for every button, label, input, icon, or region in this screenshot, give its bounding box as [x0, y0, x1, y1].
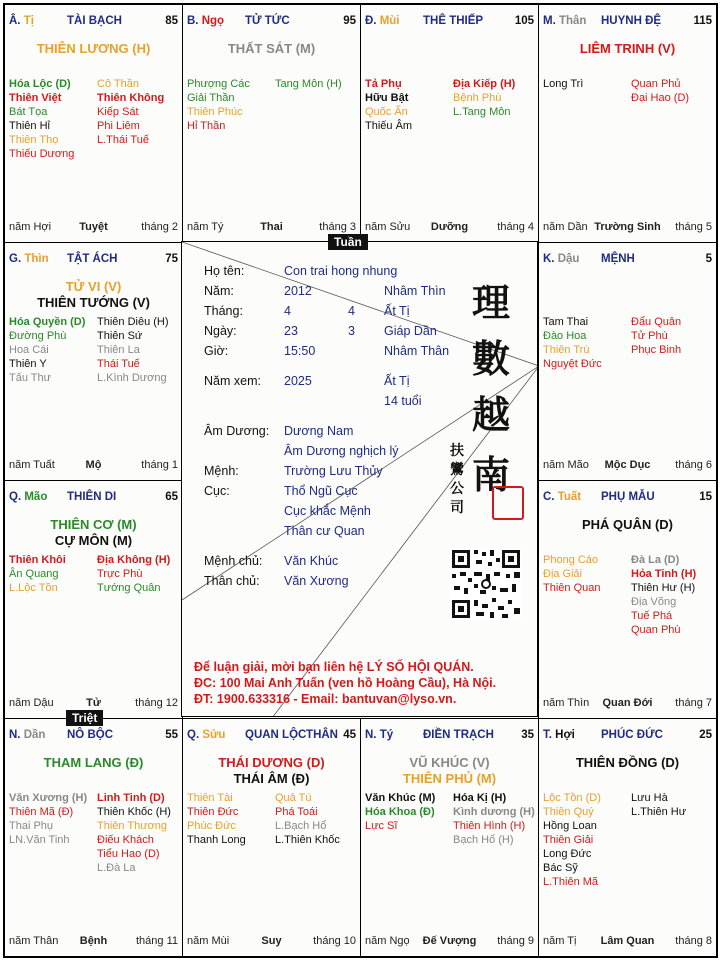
minor-star: Thái Tuế	[97, 358, 140, 370]
minor-star: L.Đà La	[97, 862, 136, 874]
palace-month: tháng 2	[141, 221, 178, 233]
palace-year: năm Dần	[543, 221, 588, 233]
palace-header	[9, 15, 178, 29]
palace-cell-mao[interactable]	[4, 480, 183, 719]
minor-star: Thiên Việt	[9, 92, 62, 104]
palace-month: tháng 12	[135, 697, 178, 709]
cuc-relation: Cục khắc Mệnh	[284, 504, 371, 518]
main-star: LIÊM TRINH (V)	[579, 41, 676, 56]
palace-name: TẬT ÁCH	[67, 253, 118, 265]
minor-star: Tả Phụ	[365, 78, 402, 90]
palace-month: tháng 8	[675, 935, 712, 947]
minor-star: Tang Môn (H)	[275, 78, 342, 90]
palace-year: năm Mùi	[187, 935, 230, 947]
minor-star: Hóa Quyền (D)	[9, 316, 86, 328]
life-stage: Mộ	[85, 459, 102, 471]
minor-star: L.Bạch Hổ	[275, 820, 327, 832]
palace-name: ĐIỀN TRẠCH	[423, 729, 494, 741]
minor-star: Địa Giải	[543, 568, 583, 580]
yinyang-label: Âm Dương:	[204, 424, 270, 438]
palace-footer	[9, 221, 178, 234]
palace-year: năm Thân	[9, 935, 59, 947]
minor-star: L.Lộc Tồn	[9, 582, 58, 594]
minor-star: Đại Hao (D)	[631, 92, 690, 104]
main-star: THIÊN CƠ (M)	[50, 517, 137, 532]
palace-name: PHỤ MẪU	[601, 491, 655, 503]
main-star: THÁI ÂM (Đ)	[233, 771, 310, 786]
day-lunar: 3	[348, 324, 355, 338]
minor-star: Thiên Y	[9, 358, 47, 370]
palace-canchi: K. Dậu	[543, 253, 580, 265]
calligraphy-char-3: 越	[472, 392, 511, 437]
palace-month: tháng 5	[675, 221, 712, 233]
destiny-lord-value: Văn Khúc	[284, 554, 339, 568]
minor-star: Địa Võng	[631, 596, 677, 608]
palace-cell-ngo[interactable]	[182, 4, 361, 243]
palace-header	[9, 729, 178, 743]
minor-star: Hồng Loan	[543, 820, 597, 832]
minor-star: Thiếu Âm	[365, 120, 413, 132]
palace-footer	[9, 935, 178, 948]
minor-star: Tử Phù	[631, 330, 668, 342]
star-column-right	[631, 77, 689, 105]
palace-cell-thin[interactable]	[4, 242, 183, 481]
minor-star: Tướng Quân	[97, 582, 161, 594]
palace-cell-tuat[interactable]	[538, 480, 717, 719]
calligraphy-side: 扶鸞公司	[450, 443, 464, 516]
hour-canchi: Nhâm Thân	[384, 344, 450, 358]
main-star: THIÊN LƯƠNG (H)	[36, 41, 151, 56]
palace-name: MỆNH	[601, 253, 635, 265]
day-value: 23	[284, 324, 298, 338]
life-stage: Dưỡng	[430, 221, 469, 233]
palace-number: 105	[514, 15, 534, 27]
palace-name: PHÚC ĐỨC	[601, 729, 663, 741]
star-column-left	[543, 315, 602, 371]
minor-star: Phong Cáo	[543, 554, 599, 566]
year-value: 2012	[284, 284, 312, 298]
palace-number: 55	[165, 729, 178, 741]
minor-star: Đẩu Quân	[631, 316, 682, 328]
main-star: TỬ VI (V)	[65, 279, 122, 294]
palace-number: 25	[699, 729, 712, 741]
year-canchi: Nhâm Thìn	[384, 284, 446, 298]
day-label: Ngày:	[204, 324, 237, 338]
palace-number: 15	[699, 491, 712, 503]
minor-star: Văn Khúc (M)	[365, 792, 436, 804]
palace-number: 85	[165, 15, 178, 27]
minor-star: Lực Sĩ	[365, 820, 398, 832]
star-column-left	[9, 315, 85, 385]
minor-star: Long Trì	[543, 78, 584, 90]
destiny-lord-label: Mệnh chủ:	[204, 554, 263, 568]
minor-star: Thiên Thương	[97, 820, 168, 832]
palace-month: tháng 10	[313, 935, 356, 947]
minor-star: L.Thiên Mã	[543, 876, 599, 888]
minor-star: Thiên Sứ	[97, 330, 143, 342]
star-column-right	[97, 553, 170, 595]
palace-header	[9, 253, 178, 267]
life-stage: Lâm Quan	[600, 935, 655, 947]
main-star: PHÁ QUÂN (D)	[582, 517, 673, 532]
month-canchi: Ất Tị	[384, 304, 410, 318]
star-column-right	[453, 791, 535, 847]
star-column-left	[9, 553, 66, 595]
minor-star: L.Tang Môn	[453, 106, 511, 118]
minor-star: Thiên Trù	[543, 344, 590, 356]
star-column-right	[453, 77, 515, 119]
palace-header	[187, 729, 356, 743]
palace-canchi: M. Thân	[543, 15, 587, 27]
life-stage: Đế Vượng	[422, 935, 477, 947]
palace-year: năm Sửu	[365, 221, 411, 233]
calligraphy-char-4: 南	[472, 452, 511, 497]
minor-star: Kình dương (H)	[453, 806, 535, 818]
minor-star: Hữu Bật	[365, 92, 409, 104]
palace-cell-than[interactable]	[538, 4, 717, 243]
palace-footer	[187, 935, 356, 948]
age-value: 14 tuổi	[384, 394, 422, 408]
palace-name: TÀI BẠCH	[67, 15, 122, 27]
minor-star: Hỏa Tinh (H)	[631, 568, 697, 580]
palace-year: năm Hợi	[9, 221, 52, 233]
minor-star: Tam Thai	[543, 316, 589, 328]
star-column-right	[275, 77, 342, 91]
palace-name: TỬ TỨC	[245, 15, 290, 27]
minor-star: Thiên Hỉ	[9, 120, 50, 132]
main-star: VŨ KHÚC (V)	[409, 755, 490, 770]
minor-star: Hỉ Thần	[187, 120, 226, 132]
minor-star: Quốc Ấn	[365, 106, 408, 118]
palace-cell-suu[interactable]	[182, 718, 361, 957]
palace-canchi: Q. Sửu	[187, 729, 226, 741]
minor-star: Linh Tinh (D)	[97, 792, 165, 804]
life-stage: Trường Sinh	[594, 221, 661, 233]
main-star: THIÊN PHỦ (M)	[402, 771, 497, 786]
palace-number: 35	[521, 729, 534, 741]
palace-footer	[9, 459, 178, 472]
month-lunar: 4	[348, 304, 355, 318]
star-column-left	[9, 77, 74, 161]
minor-star: Phục Binh	[631, 344, 682, 356]
main-star: THIÊN ĐỒNG (D)	[575, 755, 680, 770]
minor-star: Bệnh Phù	[453, 92, 502, 104]
minor-star: Thiên Không	[97, 92, 165, 104]
palace-month: tháng 4	[497, 221, 534, 233]
star-column-left	[365, 77, 412, 133]
minor-star: Thiên Hình (H)	[453, 820, 526, 832]
life-stage: Tử	[86, 697, 101, 709]
minor-star: Quả Tú	[275, 792, 312, 804]
minor-star: Thiếu Dương	[9, 148, 75, 160]
minor-star: Tấu Thư	[9, 372, 52, 384]
name-label: Họ tên:	[204, 264, 245, 278]
palace-canchi: B. Ngọ	[187, 15, 225, 27]
palace-footer	[187, 221, 356, 234]
star-column-right	[631, 553, 696, 637]
minor-star: Lưu Hà	[631, 792, 668, 804]
minor-star: L.Thái Tuế	[97, 134, 149, 146]
palace-cell-hoi[interactable]	[538, 718, 717, 957]
palace-footer	[543, 935, 712, 948]
minor-star: Cô Thần	[97, 78, 139, 90]
palace-canchi: G. Thìn	[9, 253, 49, 265]
palace-footer	[365, 935, 534, 948]
palace-year: năm Ngọ	[365, 935, 410, 947]
palace-cell-ty[interactable]	[4, 4, 183, 243]
qr-code-icon[interactable]	[450, 548, 522, 620]
calligraphy-char-1: 理	[472, 280, 511, 325]
palace-footer	[365, 221, 534, 234]
minor-star: Địa Không (H)	[97, 554, 171, 566]
life-stage: Tuyệt	[79, 221, 108, 233]
palace-header	[543, 491, 712, 505]
minor-star: Địa Kiếp (H)	[453, 78, 516, 90]
minor-star: Bát Tọa	[9, 106, 48, 118]
palace-month: tháng 7	[675, 697, 712, 709]
minor-star: L.Thiên Khốc	[275, 834, 340, 846]
minor-star: Bạch Hổ (H)	[453, 834, 514, 846]
view-year-value: 2025	[284, 374, 312, 388]
yinyang-value: Dương Nam	[284, 424, 354, 438]
palace-year: năm Tý	[187, 221, 224, 233]
minor-star: Long Đức	[543, 848, 592, 860]
palace-month: tháng 3	[319, 221, 356, 233]
star-column-left	[543, 553, 600, 595]
than-position: Thân cư Quan	[284, 524, 365, 538]
minor-star: Tiểu Hao (D)	[97, 848, 160, 860]
contact-phone-email[interactable]: ĐT: 1900.633316 - Email: bantuvan@lyso.vn.	[194, 692, 457, 706]
star-column-right	[97, 791, 171, 875]
palace-name: THIÊN DI	[67, 491, 117, 503]
palace-number: 75	[165, 253, 178, 265]
palace-month: tháng 1	[141, 459, 178, 471]
minor-star: Phượng Các	[187, 78, 250, 90]
palace-month: tháng 9	[497, 935, 534, 947]
palace-header	[543, 253, 712, 267]
palace-number: 115	[693, 15, 712, 27]
star-column-left	[543, 77, 583, 91]
palace-header	[9, 491, 178, 505]
palace-header	[187, 15, 356, 29]
life-stage: Mộc Dục	[604, 459, 651, 471]
minor-star: Thanh Long	[187, 834, 246, 846]
minor-star: Thiên Khôi	[9, 554, 66, 566]
minor-star: L.Kình Dương	[97, 372, 167, 384]
month-value: 4	[284, 304, 291, 318]
minor-star: Thiên Phúc	[187, 106, 243, 118]
minor-star: Thiên Diêu (H)	[97, 316, 169, 328]
life-stage: Quan Đới	[602, 697, 653, 709]
minor-star: Điếu Khách	[97, 834, 154, 846]
palace-number: 5	[705, 253, 712, 265]
day-canchi: Giáp Dần	[384, 324, 437, 338]
red-seal-stamp	[492, 486, 524, 520]
star-column-right	[97, 315, 169, 385]
main-star: CỰ MÔN (M)	[54, 533, 133, 548]
minor-star: Văn Xương (H)	[9, 792, 88, 804]
hour-label: Giờ:	[204, 344, 229, 358]
minor-star: Thiên Quan	[543, 582, 601, 594]
minor-star: Thiên Hư (H)	[631, 582, 696, 594]
palace-cell-ty2[interactable]	[360, 718, 539, 957]
contact-address: ĐC: 100 Mai Anh Tuấn (ven hồ Hoàng Cầu), Hà Nội.	[194, 676, 497, 690]
palace-year: năm Mão	[543, 459, 589, 471]
year-label: Năm:	[204, 284, 234, 298]
minor-star: Hóa Lộc (D)	[9, 78, 71, 90]
palace-cell-dau[interactable]	[538, 242, 717, 481]
minor-star: Phúc Đức	[187, 820, 236, 832]
palace-footer	[543, 221, 712, 234]
star-column-left	[543, 791, 601, 889]
main-star: THAM LANG (Đ)	[43, 755, 144, 770]
palace-name: HUYNH ĐỆ	[601, 15, 662, 27]
hour-value: 15:50	[284, 344, 316, 358]
star-column-left	[365, 791, 435, 833]
minor-star: Lộc Tồn (D)	[543, 792, 601, 804]
minor-star: Thiên Tài	[187, 792, 233, 804]
minor-star: L.Thiên Hư	[631, 806, 687, 818]
palace-year: năm Tuất	[9, 459, 55, 471]
minor-star: Phá Toái	[275, 806, 318, 818]
palace-year: năm Dậu	[9, 697, 54, 709]
palace-year: năm Tị	[543, 935, 577, 947]
main-star: THẤT SÁT (M)	[227, 41, 316, 56]
center-info-panel	[181, 241, 538, 717]
minor-star: Thiên Quý	[543, 806, 594, 818]
palace-canchi: C. Tuất	[543, 491, 582, 503]
body-lord-value: Văn Xương	[284, 574, 349, 588]
palace-footer	[543, 697, 712, 710]
palace-canchi: T. Hợi	[543, 729, 575, 741]
palace-number: 45	[343, 729, 356, 741]
minor-star: Thiên Thọ	[9, 134, 59, 146]
cuc-value: Thổ Ngũ Cục	[284, 484, 358, 498]
month-label: Tháng:	[204, 304, 243, 318]
palace-name: THÊ THIẾP	[423, 15, 484, 27]
minor-star: Hóa Khoa (Đ)	[365, 806, 435, 818]
minor-star: Nguyệt Đức	[543, 358, 602, 370]
life-stage: Suy	[261, 935, 282, 947]
minor-star: Đà La (D)	[631, 554, 680, 566]
star-column-right	[97, 77, 164, 147]
minor-star: Thiên Đức	[187, 806, 239, 818]
palace-name: QUAN LỘC	[245, 729, 307, 741]
main-star: THIÊN TƯỚNG (V)	[37, 295, 150, 310]
cuc-label: Cục:	[204, 484, 230, 498]
palace-cell-mui[interactable]	[360, 4, 539, 243]
minor-star: Hóa Kị (H)	[453, 792, 507, 804]
palace-number: 65	[165, 491, 178, 503]
star-column-right	[631, 315, 681, 357]
than-marker: THÂN	[306, 729, 338, 741]
palace-header	[365, 729, 534, 743]
palace-header	[543, 729, 712, 743]
name-value: Con trai hong nhung	[284, 264, 398, 278]
palace-header	[365, 15, 534, 29]
tuan-tag: Tuần	[328, 234, 368, 250]
minor-star: Trực Phù	[97, 568, 143, 580]
view-year-canchi: Ất Tị	[384, 374, 410, 388]
minor-star: Ân Quang	[9, 568, 59, 580]
palace-canchi: Q. Mão	[9, 491, 48, 503]
life-stage: Thai	[260, 221, 283, 233]
palace-header	[543, 15, 712, 29]
contact-line-1: Để luận giải, mời bạn liên hệ LÝ SỐ HỘI QUÁN.	[194, 660, 474, 674]
minor-star: Bác Sỹ	[543, 862, 578, 874]
palace-footer	[9, 697, 178, 710]
minor-star: Giải Thần	[187, 92, 235, 104]
palace-month: tháng 6	[675, 459, 712, 471]
view-year-label: Năm xem:	[204, 374, 261, 388]
palace-canchi: N. Dần	[9, 729, 46, 741]
palace-canchi: Đ. Mùi	[365, 15, 400, 27]
minor-star: Đào Hoa	[543, 330, 587, 342]
yinyang-note: Âm Dương nghịch lý	[284, 444, 399, 458]
calligraphy-char-2: 數	[472, 336, 511, 381]
minor-star: Thai Phụ	[9, 820, 54, 832]
minor-star: Đường Phù	[9, 330, 67, 342]
minor-star: Thiên Giải	[543, 834, 594, 846]
palace-footer	[543, 459, 712, 472]
body-lord-label: Thân chủ:	[204, 574, 260, 588]
life-stage: Bệnh	[79, 935, 108, 947]
destiny-label: Mệnh:	[204, 464, 239, 478]
minor-star: Tuế Phá	[631, 610, 673, 622]
minor-star: Quan Phủ	[631, 78, 681, 90]
star-column-right	[631, 791, 686, 819]
palace-canchi: Â. Tị	[9, 15, 34, 27]
star-column-left	[9, 791, 87, 847]
palace-name: NÔ BỘC	[67, 729, 113, 741]
destiny-value: Trường Lưu Thủy	[284, 464, 383, 478]
star-column-left	[187, 77, 250, 133]
minor-star: Phi Liêm	[97, 120, 140, 132]
palace-canchi: N. Tý	[365, 729, 394, 741]
minor-star: Thiên Khốc (H)	[97, 806, 171, 818]
minor-star: LN.Văn Tinh	[9, 834, 70, 846]
minor-star: Thiên La	[97, 344, 140, 356]
palace-year: năm Thìn	[543, 697, 590, 709]
minor-star: Hoa Cái	[9, 344, 49, 356]
star-column-left	[187, 791, 246, 847]
minor-star: Kiếp Sát	[97, 106, 139, 118]
star-column-right	[275, 791, 340, 847]
palace-month: tháng 11	[135, 935, 178, 947]
minor-star: Thiên Mã (Đ)	[9, 806, 74, 818]
minor-star: Quan Phù	[631, 624, 681, 636]
triet-tag: Triệt	[66, 710, 103, 726]
palace-cell-dan[interactable]	[4, 718, 183, 957]
main-star: THÁI DƯƠNG (D)	[218, 755, 325, 770]
palace-number: 95	[343, 15, 356, 27]
